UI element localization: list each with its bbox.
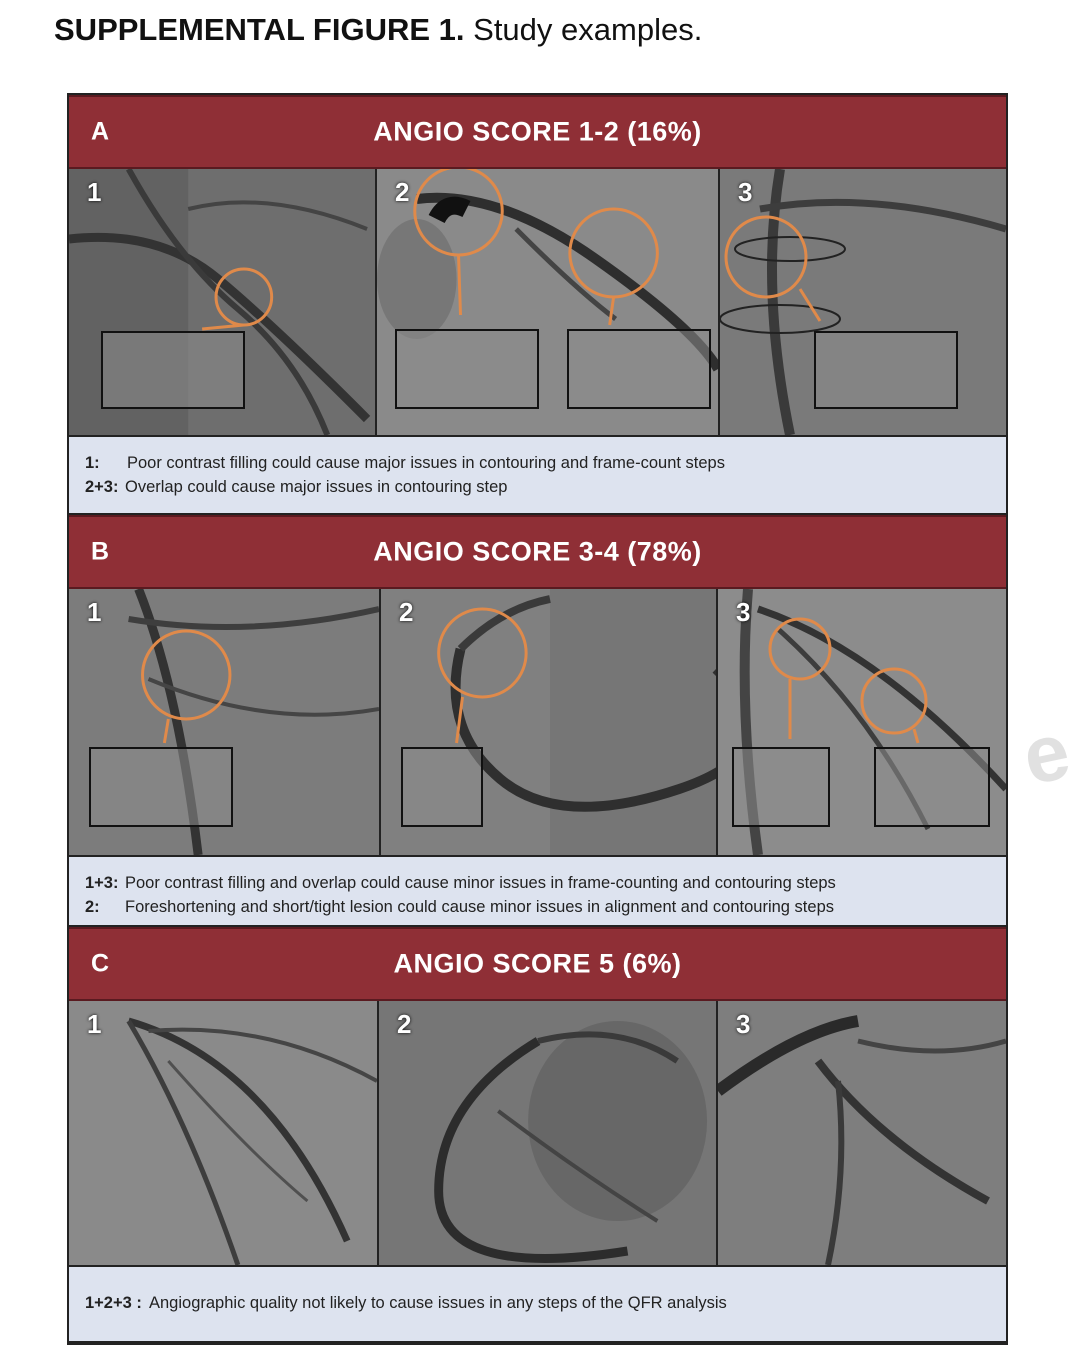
note-text: Overlap could cause major issues in contouring step xyxy=(125,478,508,496)
section-c-letter: C xyxy=(91,949,110,978)
figure-label: SUPPLEMENTAL FIGURE 1. xyxy=(54,12,465,47)
note-line xyxy=(85,451,990,475)
zoom-inset xyxy=(401,747,483,827)
note-key: 1+3: xyxy=(85,874,119,892)
panel-number: 2 xyxy=(397,1009,412,1039)
section-c-panel-1 xyxy=(69,1001,379,1265)
note-text: Poor contrast filling could cause major issues in contouring and frame-count steps xyxy=(127,454,725,472)
panel-number: 2 xyxy=(399,597,414,627)
section-a-header xyxy=(69,95,1006,169)
section-a-panel-1 xyxy=(69,169,377,435)
section-b-panel-2 xyxy=(381,589,718,855)
zoom-inset xyxy=(732,747,830,827)
section-b-panel-3 xyxy=(718,589,1006,855)
section-a-notes xyxy=(69,435,1006,515)
note-text: Angiographic quality not likely to cause issues in any steps of the QFR analysis xyxy=(149,1294,727,1312)
zoom-inset xyxy=(395,329,539,409)
section-b-title: ANGIO SCORE 3-4 (78%) xyxy=(373,536,702,567)
note-key: 2+3: xyxy=(85,478,119,496)
section-b-letter: B xyxy=(91,537,110,566)
section-a-images xyxy=(69,169,1006,435)
panel-number: 1 xyxy=(87,597,102,627)
panel-number: 3 xyxy=(736,597,751,627)
zoom-inset xyxy=(567,329,711,409)
note-key: 2: xyxy=(85,898,100,916)
zoom-inset xyxy=(89,747,233,827)
zoom-inset xyxy=(101,331,245,409)
section-c-panel-3 xyxy=(718,1001,1006,1265)
section-b-panel-1 xyxy=(69,589,381,855)
section-b-notes xyxy=(69,855,1006,927)
section-a-letter: A xyxy=(91,117,110,146)
panel-number: 2 xyxy=(395,177,410,207)
watermark-fragment: e xyxy=(1015,705,1078,802)
section-a-panel-3 xyxy=(720,169,1006,435)
angiogram-image xyxy=(69,1001,377,1265)
panel-number: 3 xyxy=(736,1009,751,1039)
note-line xyxy=(85,475,990,499)
panel-number: 1 xyxy=(87,177,102,207)
note-line xyxy=(85,871,990,895)
note-text: Poor contrast filling and overlap could cause minor issues in frame-counting and contouring steps xyxy=(125,874,836,892)
note-key: 1: xyxy=(85,454,100,472)
section-c-title: ANGIO SCORE 5 (6%) xyxy=(393,948,682,979)
section-c-header xyxy=(69,927,1006,1001)
zoom-inset xyxy=(814,331,958,409)
figure-frame xyxy=(67,93,1008,1345)
figure-caption: Study examples. xyxy=(473,12,703,47)
section-c-panel-2 xyxy=(379,1001,718,1265)
note-line xyxy=(85,1291,990,1315)
section-c-notes xyxy=(69,1265,1006,1343)
zoom-inset xyxy=(874,747,990,827)
section-c-images xyxy=(69,1001,1006,1265)
figure-title xyxy=(54,12,702,48)
panel-number: 1 xyxy=(87,1009,102,1039)
angiogram-image xyxy=(718,1001,1006,1265)
note-key: 1+2+3 : xyxy=(85,1294,142,1312)
panel-number: 3 xyxy=(738,177,753,207)
section-b-header xyxy=(69,515,1006,589)
section-b-images xyxy=(69,589,1006,855)
angiogram-image xyxy=(379,1001,716,1265)
note-text: Foreshortening and short/tight lesion could cause minor issues in alignment and contouring steps xyxy=(125,898,834,916)
section-a-panel-2 xyxy=(377,169,720,435)
note-line xyxy=(85,895,990,919)
section-a-title: ANGIO SCORE 1-2 (16%) xyxy=(373,116,702,147)
